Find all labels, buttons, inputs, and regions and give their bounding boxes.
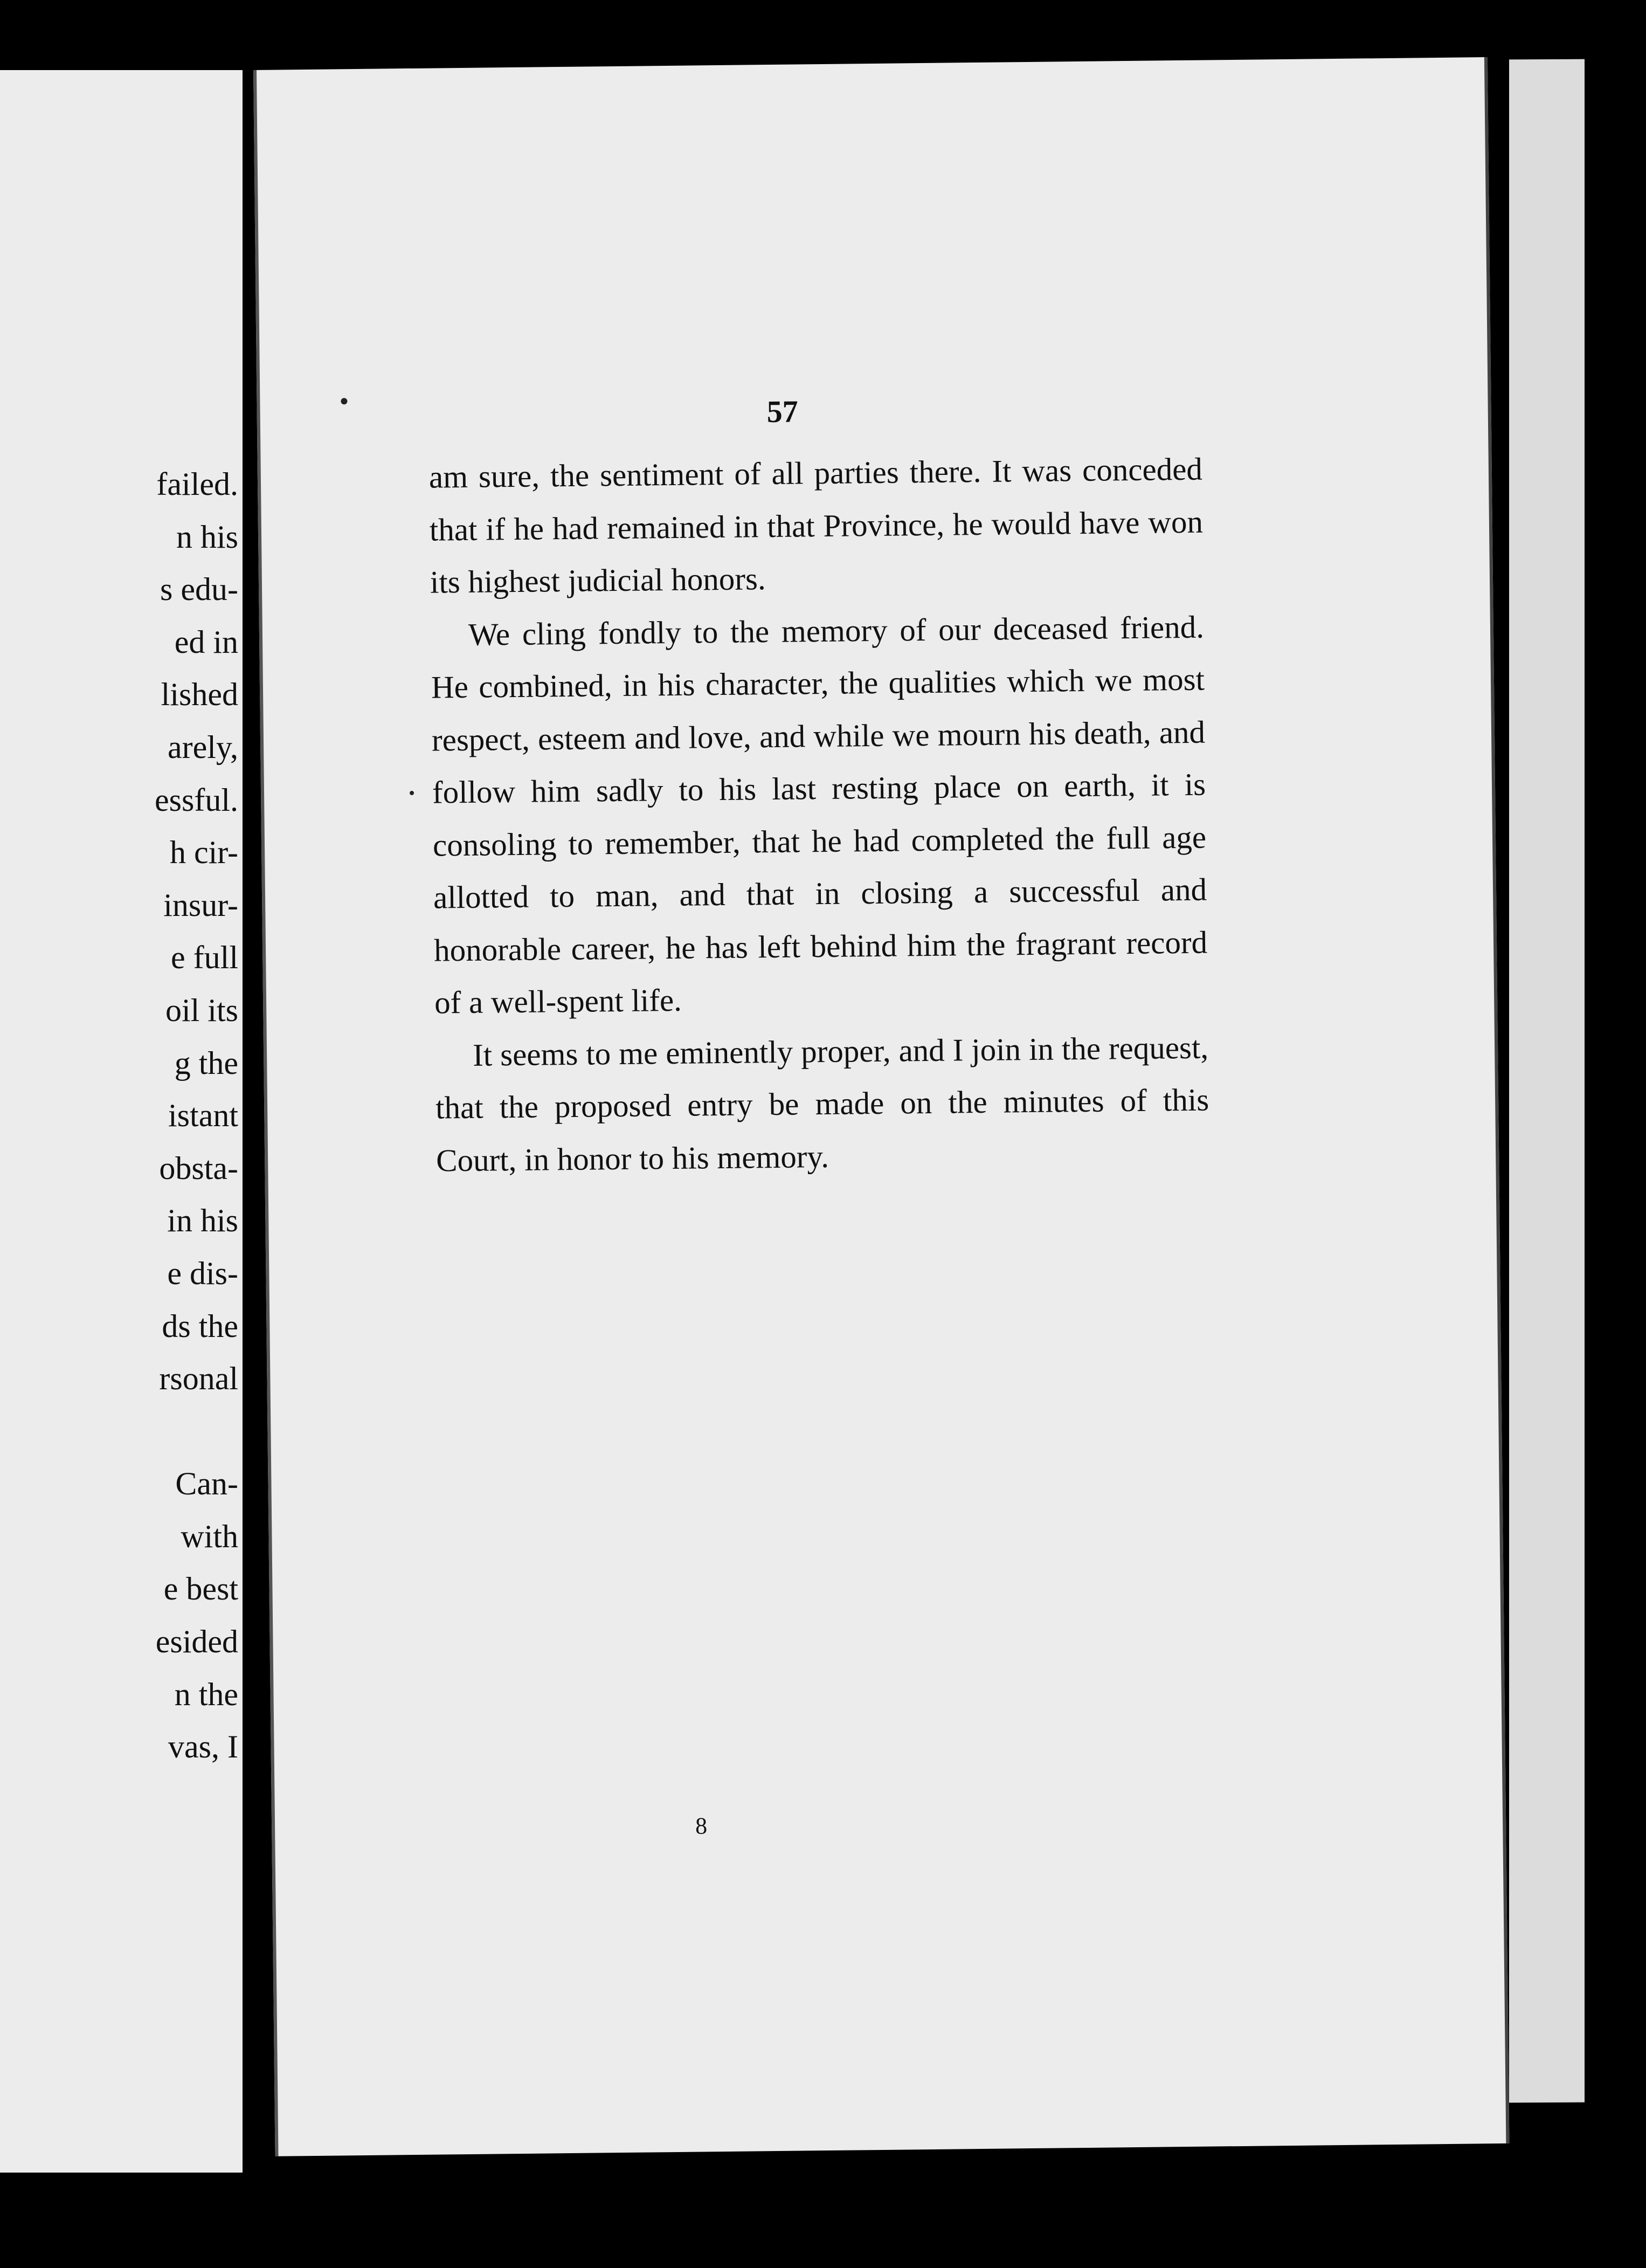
left-page-line: arely, bbox=[167, 729, 238, 765]
left-page-line: obsta- bbox=[159, 1150, 238, 1186]
left-page-line: vas, I bbox=[168, 1729, 238, 1765]
left-facing-page bbox=[0, 70, 243, 2173]
page-number: 57 bbox=[766, 394, 799, 430]
dust-speck bbox=[410, 791, 414, 795]
left-page-line: ds the bbox=[162, 1308, 238, 1344]
paragraph: am sure, the sentiment of all parties there. It was conceded that if he had remained in that Province, he would have won its highest judicial honors. bbox=[428, 451, 1204, 600]
left-page-line: e best bbox=[163, 1571, 238, 1607]
left-page-line: g the bbox=[174, 1045, 238, 1081]
left-page-line: esided bbox=[155, 1624, 238, 1660]
page-body bbox=[428, 443, 1209, 1187]
left-page-line: with bbox=[181, 1518, 238, 1554]
left-page-line: e full bbox=[171, 940, 238, 976]
left-page-line: Can- bbox=[175, 1466, 238, 1502]
page-stack-edge bbox=[1509, 59, 1585, 2103]
left-page-line: n his bbox=[176, 519, 238, 555]
left-page-line: e dis- bbox=[167, 1255, 238, 1291]
left-page-line: insur- bbox=[163, 887, 238, 923]
left-page-line: rsonal bbox=[159, 1361, 238, 1397]
left-page-line: s edu- bbox=[160, 571, 238, 608]
left-page-line: h cir- bbox=[169, 835, 238, 871]
left-page-line: essful. bbox=[155, 782, 238, 818]
left-page-line: ed in bbox=[174, 624, 238, 660]
signature-mark: 8 bbox=[695, 1812, 708, 1839]
dust-speck bbox=[341, 398, 347, 404]
right-page bbox=[253, 57, 1509, 2156]
left-page-text bbox=[1, 458, 238, 1774]
paragraph: We cling fondly to the memory of our deceased friend. He combined, in his character, the qualities which we most respect, esteem and love, and while we mourn his death, and follow him sadly to his last resting place on earth, it is consoling to remember, that he had completed the full age allotted to man, and that in closing a successful and honorable career, he has left behind him the fragrant record of a well-spent life. bbox=[431, 609, 1208, 1021]
left-page-line: n the bbox=[174, 1676, 238, 1712]
left-page-line: failed. bbox=[156, 466, 238, 502]
left-page-line: lished bbox=[161, 677, 238, 713]
paragraph: It seems to me eminently proper, and I join in the request, that the proposed entry be made on the minutes of this Court, in honor to his memory. bbox=[435, 1029, 1209, 1178]
left-page-line: oil its bbox=[165, 992, 238, 1028]
left-page-line bbox=[1, 1405, 238, 1458]
left-page-line: istant bbox=[168, 1098, 238, 1134]
left-page-line: in his bbox=[167, 1203, 238, 1239]
